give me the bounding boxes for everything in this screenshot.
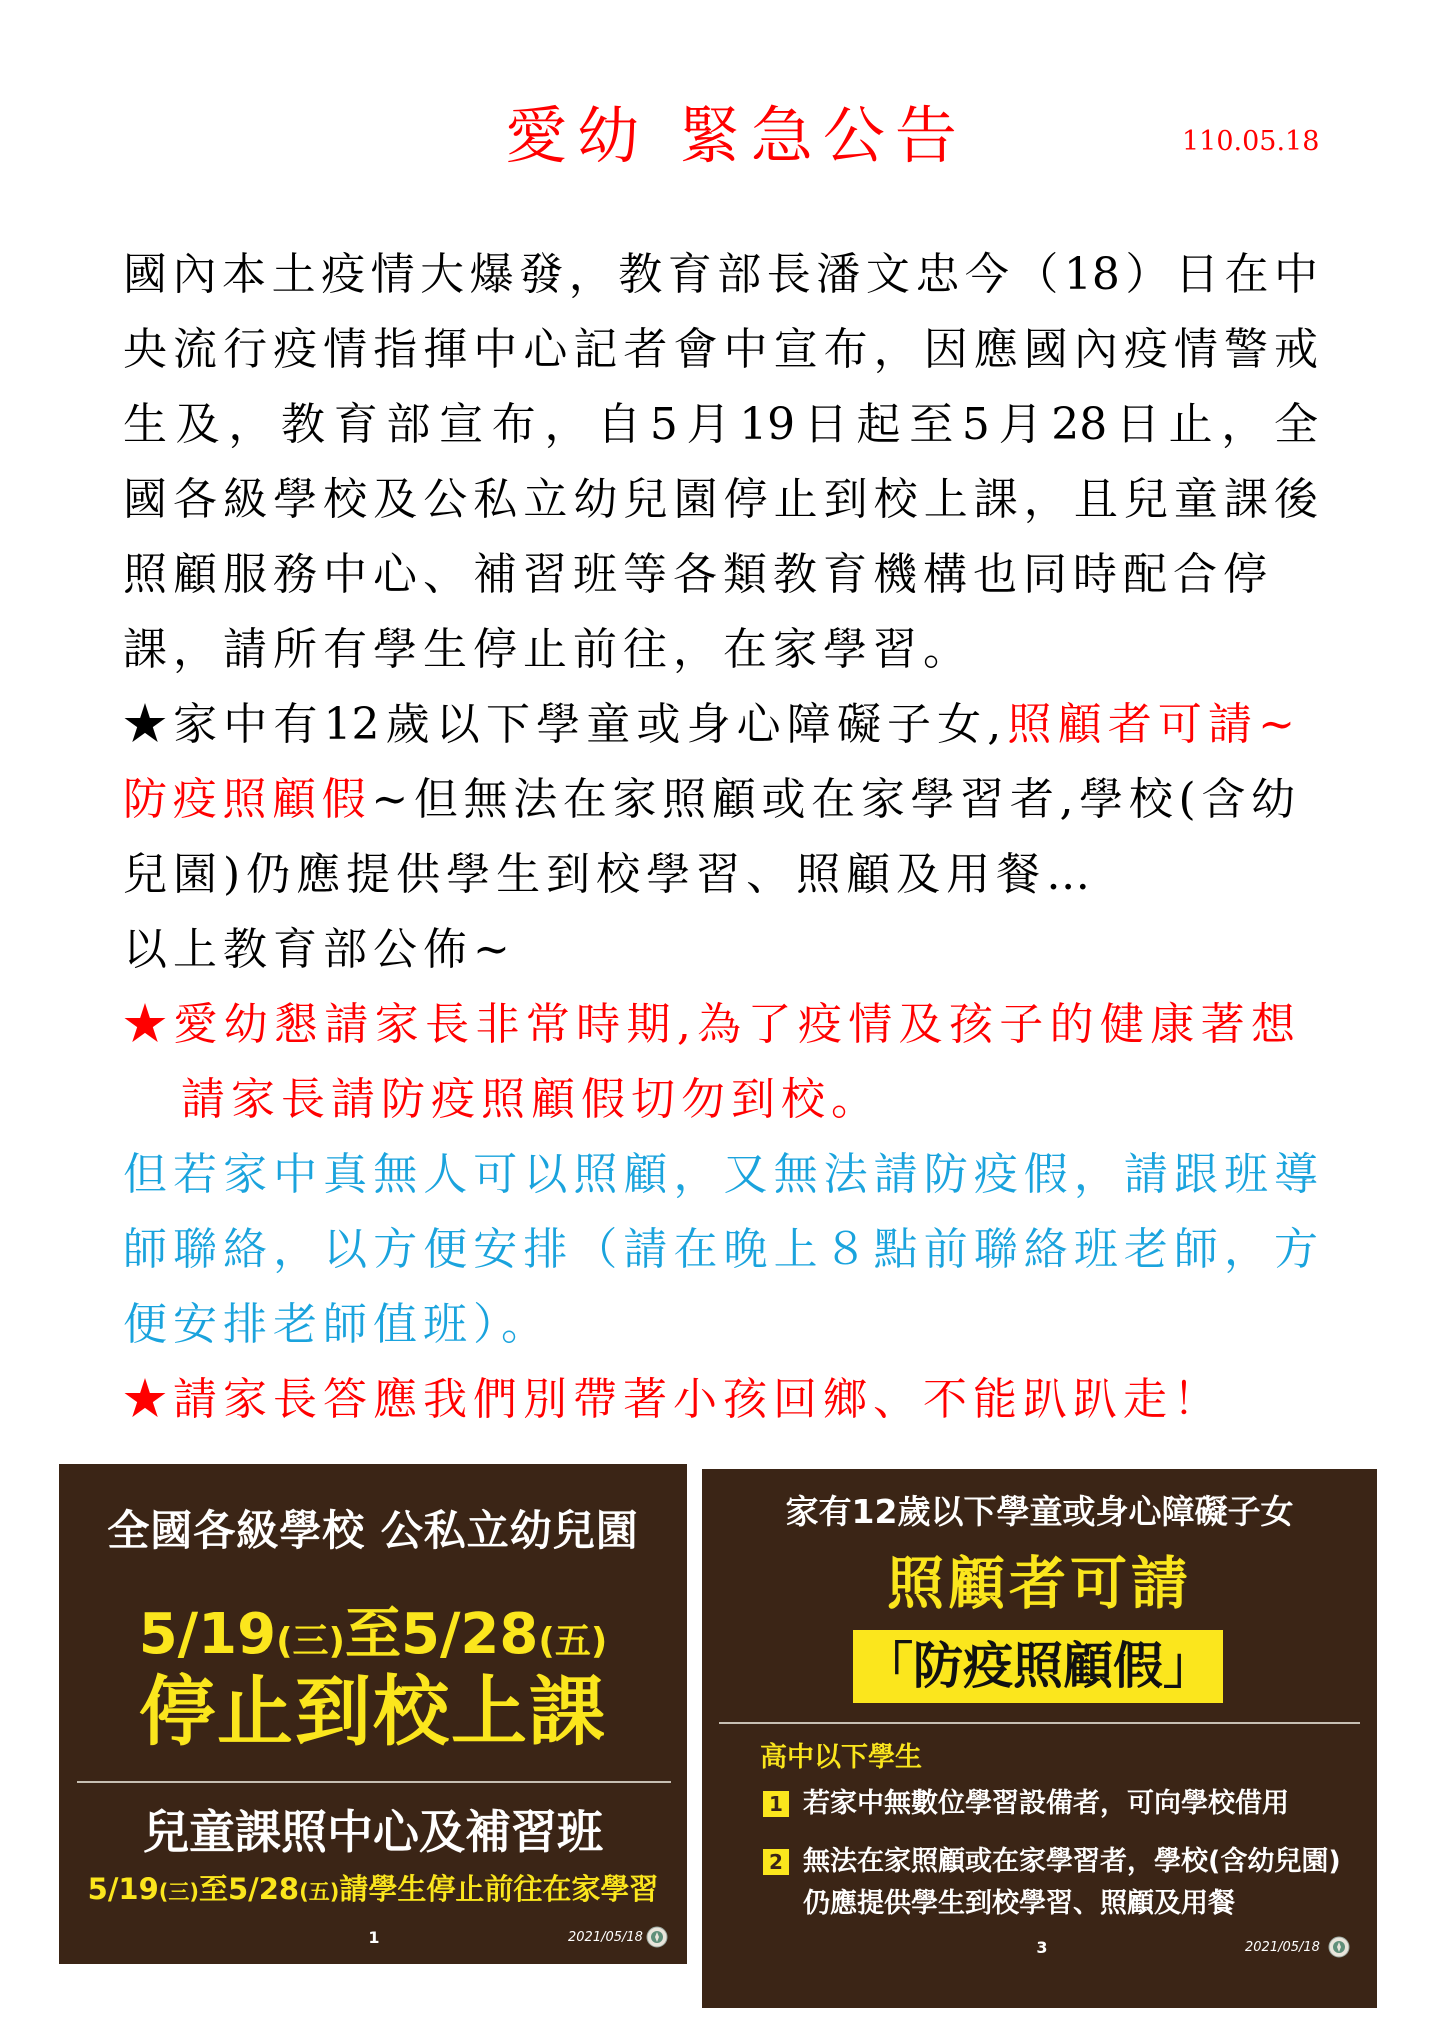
- notice-date: 110.05.18: [1182, 126, 1320, 157]
- leave-highlight-box: 「防疫照顧假」: [853, 1630, 1223, 1703]
- date-end-day: (五): [299, 1880, 340, 1904]
- graphic-heading: 家有12歲以下學童或身心障礙子女: [785, 1492, 1294, 1531]
- notice-body: [123, 237, 1323, 1437]
- intro-line: 照顧服務中心、補習班等各類教育機構也同時配合停: [123, 549, 1273, 600]
- notice-title: 愛幼 緊急公告: [505, 99, 967, 172]
- sub-date-text: 請學生停止前往在家學習: [339, 1872, 659, 1906]
- intro-line: 國內本土疫情大爆發，教育部長潘文忠今（18）日在中: [123, 249, 1318, 300]
- date-start: 5/19: [138, 1602, 277, 1667]
- item-text: 仍應提供學生到校學習、照顧及用餐: [803, 1888, 1235, 1919]
- date-end-day: (五): [538, 1621, 608, 1662]
- contact-line: 便安排老師值班）。: [123, 1299, 551, 1350]
- school-closure-graphic: [59, 1464, 687, 1964]
- divider: [77, 1781, 671, 1783]
- leave-text: ★家中有12歲以下學童或身心障礙子女,: [123, 699, 1002, 750]
- leave-highlight: 照顧者可請~: [1001, 699, 1295, 750]
- contact-line: 但若家中真無人可以照顧，又無法請防疫假，請跟班導: [123, 1149, 1318, 1200]
- intro-line: 生及，教育部宣布，自5月19日起至5月28日止，全: [123, 399, 1318, 450]
- item-number-badge: 1: [763, 1791, 789, 1817]
- graphic-heading: 全國各級學校 公私立幼兒園: [107, 1506, 639, 1555]
- divider: [719, 1722, 1360, 1724]
- reminder-line: ★請家長答應我們別帶著小孩回鄉、不能趴趴走！: [123, 1374, 1223, 1425]
- contact-line: 師聯絡，以方便安排（請在晚上８點前聯絡班老師，方: [123, 1224, 1318, 1275]
- seal-icon: [1328, 1936, 1350, 1958]
- graphic-headline: 照顧者可請: [887, 1551, 1192, 1617]
- leave-text: ~但無法在家照顧或在家學習者,學校(含幼: [371, 774, 1295, 825]
- sub-date-line: [59, 1869, 687, 1912]
- seal-icon: [646, 1926, 668, 1948]
- graphic-headline: 停止到校上課: [139, 1667, 607, 1756]
- graphic-subheading: 兒童課照中心及補習班: [143, 1805, 603, 1859]
- leave-line-3: 兒園)仍應提供學生到校學習、照顧及用餐…: [123, 849, 1097, 900]
- graphic-date: 2021/05/18: [1245, 1940, 1320, 1955]
- intro-line: 國各級學校及公私立幼兒園停止到校上課，且兒童課後: [123, 474, 1318, 525]
- date-start: 5/19: [87, 1872, 159, 1906]
- date-start-day: (三): [158, 1880, 199, 1904]
- leave-line-2: [123, 762, 1295, 837]
- graphic-date: 2021/05/18: [568, 1930, 643, 1945]
- page-number: 1: [368, 1928, 380, 1947]
- item-text: 無法在家照顧或在家學習者，學校(含幼兒園): [803, 1846, 1341, 1877]
- page-number: 3: [1036, 1938, 1048, 1957]
- leave-line-4: 以上教育部公佈~: [123, 924, 516, 975]
- date-end: 至5/28: [345, 1602, 539, 1667]
- section-title: 高中以下學生: [760, 1742, 922, 1773]
- item-text: 若家中無數位學習設備者，可向學校借用: [803, 1788, 1289, 1819]
- date-end: 至5/28: [198, 1872, 300, 1906]
- date-start-day: (三): [276, 1621, 345, 1662]
- intro-line: 央流行疫情指揮中心記者會中宣布，因應國內疫情警戒: [123, 324, 1318, 375]
- leave-line-1: [123, 687, 1295, 762]
- item-number-badge: 2: [763, 1849, 789, 1875]
- caregiver-leave-graphic: [702, 1469, 1377, 2008]
- appeal-line: ★愛幼懇請家長非常時期,為了疫情及孩子的健康著想: [123, 999, 1295, 1050]
- intro-line: 課，請所有學生停止前往，在家學習。: [123, 624, 973, 675]
- appeal-line: 請家長請防疫照顧假切勿到校。: [181, 1074, 881, 1125]
- leave-highlight: 防疫照顧假: [123, 774, 372, 825]
